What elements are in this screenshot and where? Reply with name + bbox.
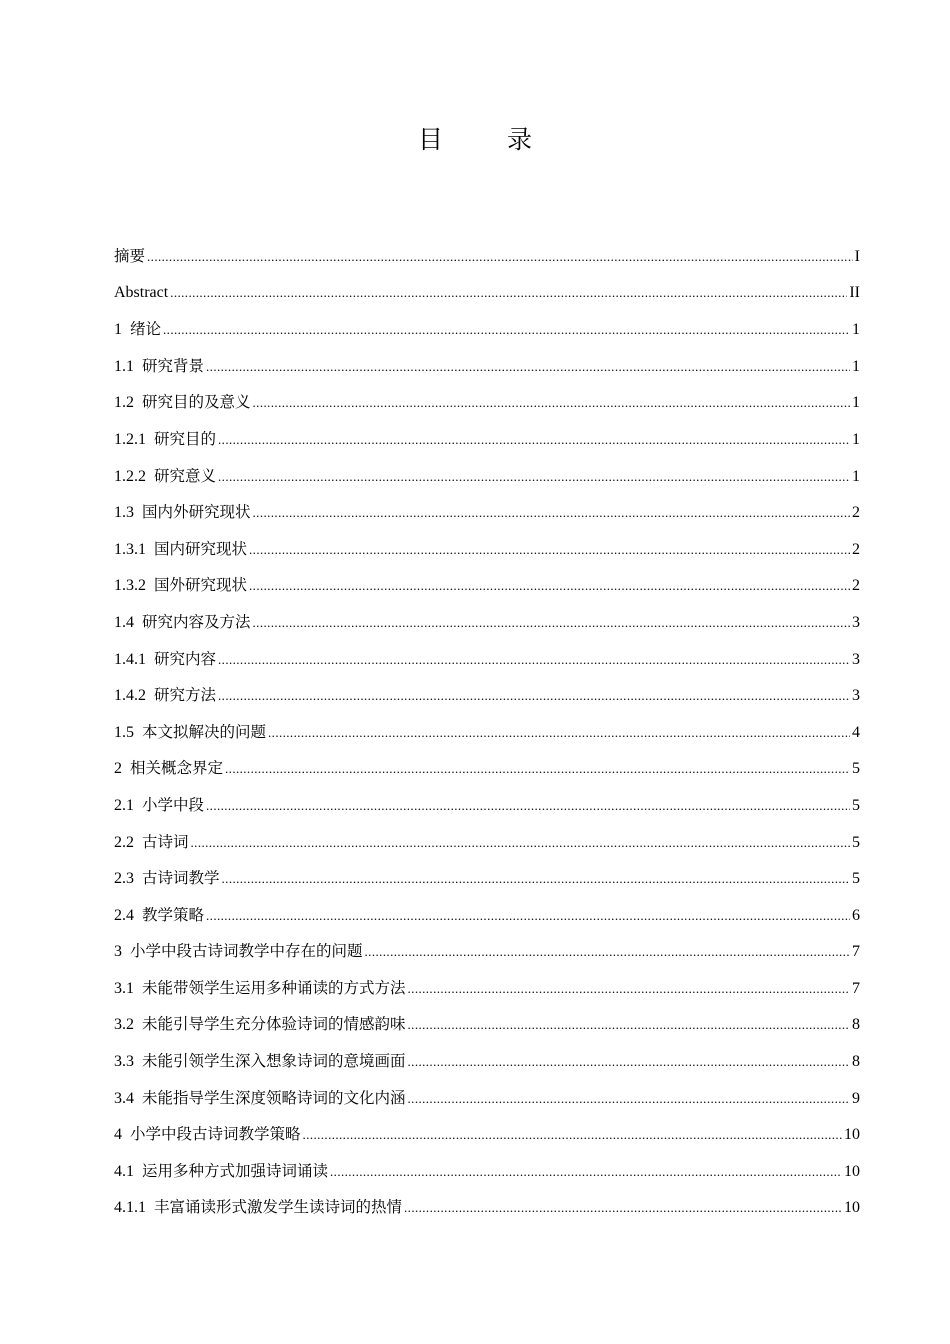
toc-entry-text: 运用多种方式加强诗词诵读 (142, 1161, 329, 1180)
toc-entry-label (114, 458, 216, 496)
toc-entry-number: 1.2.1 (114, 430, 146, 448)
toc-entry-label (114, 604, 251, 642)
toc-entry-number: 3.3 (114, 1053, 134, 1071)
toc-entry-label (114, 348, 204, 386)
dot-leader (218, 422, 850, 459)
toc-entry[interactable] (114, 567, 860, 604)
toc-entry-label (114, 1006, 406, 1044)
toc-entry-page-number: 5 (852, 870, 860, 888)
toc-title: 目 录 (418, 125, 560, 154)
toc-entry-text: 研究内容 (154, 649, 217, 668)
dot-leader (206, 898, 850, 935)
toc-entry-number: 1.3.1 (114, 540, 146, 558)
toc-entry[interactable] (114, 1043, 860, 1080)
toc-entry-number: 2.4 (114, 906, 134, 924)
toc-entry[interactable] (114, 1153, 860, 1190)
toc-entry[interactable] (114, 275, 860, 312)
toc-entry-page-number: 10 (844, 1126, 860, 1144)
toc-entry-page-number: 10 (844, 1162, 860, 1180)
dot-leader (404, 1190, 842, 1227)
toc-entry-label (114, 750, 223, 788)
toc-entry-text: 研究方法 (154, 686, 217, 705)
toc-entry-text: 未能引导学生充分体验诗词的情感韵味 (142, 1015, 406, 1034)
toc-entry-page-number: 3 (852, 650, 860, 668)
toc-entry-number: 1.1 (114, 357, 134, 375)
toc-entry-page-number: 1 (852, 321, 860, 339)
toc-entry-page-number: 8 (852, 1016, 860, 1034)
toc-entry-page-number: 6 (852, 906, 860, 924)
dot-leader (268, 715, 850, 752)
dot-leader (408, 1081, 850, 1118)
toc-entry-label (114, 1189, 402, 1227)
toc-entry-text: 相关概念界定 (130, 759, 224, 778)
toc-entry[interactable] (114, 750, 860, 787)
toc-entry-text: 小学中段古诗词教学中存在的问题 (130, 942, 363, 961)
toc-entry-page-number: 9 (852, 1089, 860, 1107)
dot-leader (253, 385, 850, 422)
toc-entry-page-number: 5 (852, 796, 860, 814)
toc-entry[interactable] (114, 238, 860, 275)
toc-entry-text: 未能引领学生深入想象诗词的意境画面 (142, 1052, 406, 1071)
toc-entry-text: 国内研究现状 (154, 539, 248, 558)
toc-entry-text: 绪论 (130, 320, 162, 339)
toc-entry[interactable] (114, 641, 860, 678)
toc-entry-number: 4.1 (114, 1162, 134, 1180)
toc-entry-page-number: 3 (852, 687, 860, 705)
toc-entry-number: 2.1 (114, 796, 134, 814)
dot-leader (191, 825, 850, 862)
toc-entry-label (114, 567, 247, 605)
toc-entry[interactable] (114, 494, 860, 531)
toc-entry-label (114, 384, 251, 422)
toc-entry[interactable] (114, 348, 860, 385)
toc-entry-page-number: 1 (852, 430, 860, 448)
dot-leader (218, 678, 850, 715)
toc-entry-page-number: I (854, 248, 860, 265)
dot-leader (253, 605, 850, 642)
toc-entry[interactable] (114, 531, 860, 568)
toc-entry-label (114, 787, 204, 825)
dot-leader (330, 1154, 842, 1191)
toc-entry[interactable] (114, 824, 860, 861)
toc-entry-label (114, 933, 363, 971)
toc-entry[interactable] (114, 677, 860, 714)
toc-entry-number: 1 (114, 321, 122, 339)
toc-entry-number: 2.3 (114, 870, 134, 888)
toc-entry-text: 小学中段古诗词教学策略 (130, 1125, 301, 1144)
dot-leader (408, 1044, 850, 1081)
toc-entry-page-number: 2 (852, 577, 860, 595)
toc-list (114, 238, 860, 1226)
toc-entry-label (114, 1153, 328, 1191)
dot-leader (408, 1007, 850, 1044)
toc-entry[interactable] (114, 1189, 860, 1226)
toc-entry[interactable] (114, 311, 860, 348)
toc-entry-number: 3 (114, 943, 122, 961)
toc-entry-number: 1.5 (114, 723, 134, 741)
dot-leader (249, 568, 850, 605)
toc-entry-page-number: 8 (852, 1053, 860, 1071)
dot-leader (218, 642, 850, 679)
toc-entry-label (114, 1116, 301, 1154)
toc-entry-text: 教学策略 (142, 905, 205, 924)
dot-leader (218, 459, 850, 496)
toc-entry-number: 1.3 (114, 504, 134, 522)
toc-entry-number: 1.4 (114, 613, 134, 631)
toc-entry-number: 1.2.2 (114, 467, 146, 485)
toc-entry-label (114, 677, 216, 715)
toc-entry-label (114, 897, 204, 935)
toc-entry-page-number: 5 (852, 760, 860, 778)
toc-entry-text: 摘要 (114, 247, 146, 265)
toc-entry-page-number: 1 (852, 394, 860, 412)
toc-entry[interactable] (114, 933, 860, 970)
toc-entry-page-number: 2 (852, 540, 860, 558)
toc-entry-number: 3.4 (114, 1089, 134, 1107)
toc-entry-text: 丰富诵读形式激发学生读诗词的热情 (154, 1198, 403, 1217)
toc-entry-number: 3.1 (114, 979, 134, 997)
toc-entry-label (114, 641, 216, 679)
toc-entry-text: 国内外研究现状 (142, 503, 251, 522)
toc-entry-text: 研究意义 (154, 466, 217, 485)
toc-entry-label (114, 531, 247, 569)
toc-entry-number: 1.4.2 (114, 687, 146, 705)
dot-leader (303, 1117, 842, 1154)
toc-entry-text: 未能指导学生深度领略诗词的文化内涵 (142, 1088, 406, 1107)
toc-entry-text: 研究背景 (142, 356, 205, 375)
toc-entry[interactable] (114, 897, 860, 934)
toc-entry[interactable] (114, 1080, 860, 1117)
toc-entry-label (114, 238, 145, 276)
toc-entry-number: 2.2 (114, 833, 134, 851)
toc-entry-text: 未能带领学生运用多种诵读的方式方法 (142, 978, 406, 997)
toc-entry-page-number: 3 (852, 613, 860, 631)
toc-entry[interactable] (114, 604, 860, 641)
toc-entry-number: 1.3.2 (114, 577, 146, 595)
dot-leader (170, 275, 847, 312)
dot-leader (249, 532, 850, 569)
toc-entry-number: 4.1.1 (114, 1199, 146, 1217)
toc-entry-number: 2 (114, 760, 122, 778)
toc-entry-number: 3.2 (114, 1016, 134, 1034)
toc-entry-page-number: 4 (852, 723, 860, 741)
toc-entry-label (114, 275, 168, 312)
dot-leader (206, 788, 850, 825)
toc-entry-label (114, 970, 406, 1008)
toc-entry[interactable] (114, 714, 860, 751)
dot-leader (253, 495, 850, 532)
toc-entry-number: 4 (114, 1126, 122, 1144)
dot-leader (147, 239, 853, 276)
dot-leader (408, 971, 850, 1008)
toc-entry[interactable] (114, 860, 860, 897)
toc-entry-text: 研究目的 (154, 429, 217, 448)
toc-entry-number: 1.4.1 (114, 650, 146, 668)
toc-entry[interactable] (114, 421, 860, 458)
toc-entry-label (114, 494, 251, 532)
toc-entry-text: Abstract (114, 283, 169, 301)
toc-entry-text: 研究内容及方法 (142, 612, 251, 631)
dot-leader (225, 751, 850, 788)
toc-entry-number: 1.2 (114, 394, 134, 412)
toc-entry-page-number: 5 (852, 833, 860, 851)
toc-entry-text: 古诗词 (142, 832, 189, 851)
toc-entry-page-number: 1 (852, 357, 860, 375)
toc-entry-label (114, 1043, 406, 1081)
toc-entry-text: 本文拟解决的问题 (142, 722, 267, 741)
toc-entry-label (114, 824, 189, 862)
toc-entry-label (114, 1080, 406, 1118)
toc-entry-label (114, 311, 161, 349)
toc-entry[interactable] (114, 1006, 860, 1043)
toc-entry-label (114, 714, 266, 752)
toc-entry-page-number: 7 (852, 979, 860, 997)
toc-entry[interactable] (114, 787, 860, 824)
dot-leader (222, 861, 850, 898)
toc-entry-page-number: 1 (852, 467, 860, 485)
toc-entry-label (114, 421, 216, 459)
toc-entry-page-number: 7 (852, 943, 860, 961)
dot-leader (163, 312, 850, 349)
toc-entry[interactable] (114, 1116, 860, 1153)
toc-entry-text: 国外研究现状 (154, 576, 248, 595)
toc-entry-text: 古诗词教学 (142, 869, 220, 888)
toc-entry-page-number: II (849, 283, 860, 301)
toc-entry[interactable] (114, 458, 860, 495)
toc-entry-label (114, 860, 220, 898)
toc-entry[interactable] (114, 384, 860, 421)
toc-entry-page-number: 10 (844, 1199, 860, 1217)
toc-entry-page-number: 2 (852, 504, 860, 522)
toc-entry[interactable] (114, 970, 860, 1007)
toc-entry-text: 小学中段 (142, 795, 205, 814)
toc-entry-text: 研究目的及意义 (142, 393, 251, 412)
dot-leader (206, 349, 850, 386)
dot-leader (365, 934, 850, 971)
